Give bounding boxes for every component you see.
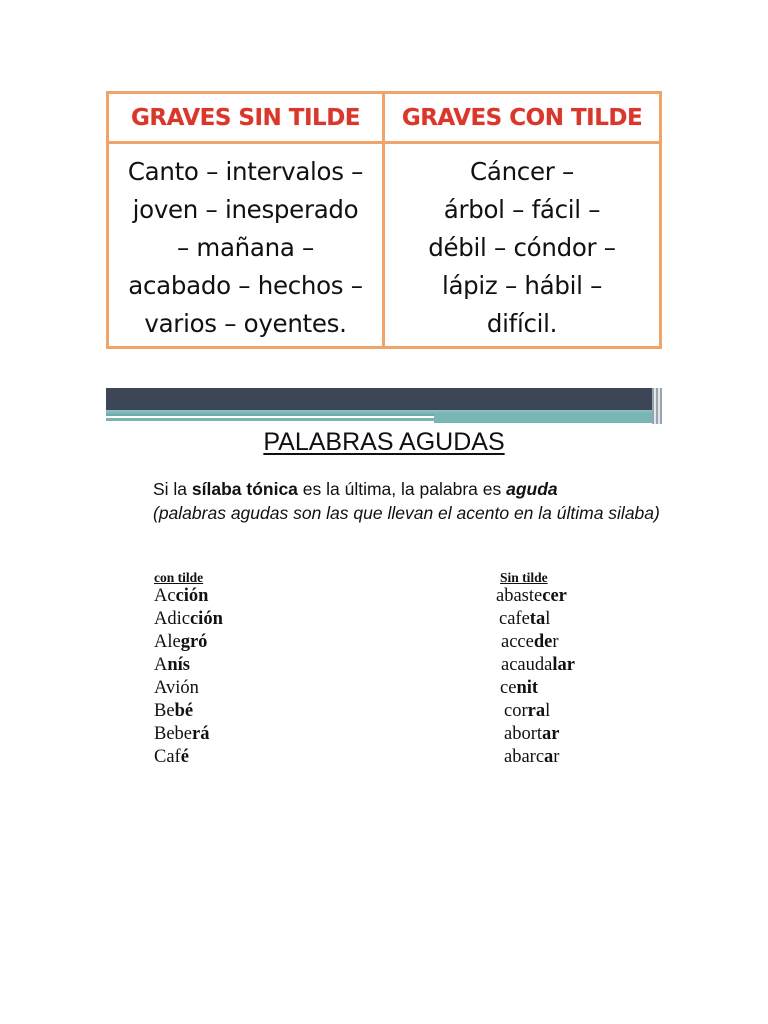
word-part: abarc: [504, 747, 545, 767]
graves-sin-tilde-cell: [109, 144, 385, 346]
sin-tilde-word: [496, 746, 575, 769]
sin-tilde-list: [496, 585, 575, 769]
word-part: ce: [500, 678, 517, 698]
con-tilde-word: [154, 631, 223, 654]
word-stressed-syllable: de: [533, 632, 553, 652]
word-part: Adic: [154, 609, 190, 629]
word-stressed-syllable: a: [544, 747, 554, 767]
word-stressed-syllable: nit: [516, 678, 539, 698]
con-tilde-word: [154, 585, 223, 608]
word-stressed-syllable: ar: [542, 724, 560, 744]
word-part: Bebe: [154, 724, 193, 744]
graves-con-tilde-header: GRAVES CON TILDE: [385, 94, 659, 144]
word-part: cor: [504, 701, 528, 721]
word-part: Avión: [154, 678, 199, 698]
word-part: abaste: [496, 586, 543, 606]
sin-tilde-word: [496, 585, 575, 608]
graves-con-tilde-line: lápiz – hábil –: [441, 271, 603, 300]
word-part: l: [545, 609, 551, 629]
con-tilde-word: [154, 654, 223, 677]
graves-table: [106, 91, 662, 349]
word-part: acce: [501, 632, 534, 652]
bar-end-cap: [652, 388, 662, 424]
word-part: acauda: [501, 655, 553, 675]
graves-sin-tilde-line: – mañana –: [176, 233, 315, 262]
word-part: Caf: [154, 747, 181, 767]
word-part: abort: [504, 724, 543, 744]
con-tilde-word: [154, 700, 223, 723]
word-stressed-syllable: bé: [174, 701, 194, 721]
con-tilde-word: [154, 608, 223, 631]
word-part: Ac: [154, 586, 176, 606]
word-stressed-syllable: ra: [527, 701, 546, 721]
word-part: r: [553, 747, 560, 767]
intro-text: Si la: [153, 479, 192, 499]
word-stressed-syllable: gró: [180, 632, 208, 652]
graves-con-tilde-line: árbol – fácil –: [443, 195, 601, 224]
graves-con-tilde-line: Cáncer –: [470, 157, 574, 186]
word-stressed-syllable: ción: [189, 609, 223, 629]
sin-tilde-word: [496, 700, 575, 723]
sin-tilde-word: [496, 608, 575, 631]
graves-sin-tilde-line: varios – oyentes.: [144, 309, 347, 338]
sin-tilde-header: Sin tilde: [500, 570, 548, 585]
sin-tilde-word: [496, 723, 575, 746]
word-stressed-syllable: ta: [529, 609, 546, 629]
word-stressed-syllable: rá: [192, 724, 210, 744]
graves-sin-tilde-line: joven – inesperado: [132, 195, 359, 224]
con-tilde-word: [154, 746, 223, 769]
word-part: Ale: [154, 632, 181, 652]
decorative-header-bar: [106, 388, 662, 428]
graves-con-tilde-line: débil – cóndor –: [428, 233, 616, 262]
word-stressed-syllable: ción: [175, 586, 209, 606]
intro-bold-term: sílaba tónica: [191, 479, 298, 499]
word-part: cafe: [499, 609, 530, 629]
intro-bold-italic-term: aguda: [506, 479, 558, 499]
word-part: l: [545, 701, 551, 721]
graves-sin-tilde-header: GRAVES SIN TILDE: [109, 94, 385, 144]
bar-dark-stripe: [106, 388, 656, 410]
sin-tilde-word: [496, 677, 575, 700]
graves-con-tilde-cell: [385, 144, 659, 346]
word-part: r: [552, 632, 559, 652]
intro-text: es la última, la palabra es: [297, 479, 507, 499]
graves-sin-tilde-line: Canto – intervalos –: [127, 157, 364, 186]
word-stressed-syllable: lar: [552, 655, 575, 675]
word-stressed-syllable: cer: [542, 586, 567, 606]
agudas-intro: [153, 477, 673, 525]
intro-note: (palabras agudas son las que llevan el acento en la última silaba): [153, 503, 660, 523]
bar-teal-accent: [434, 413, 656, 423]
sin-tilde-word: [496, 654, 575, 677]
graves-sin-tilde-line: acabado – hechos –: [128, 271, 363, 300]
word-stressed-syllable: nís: [167, 655, 191, 675]
word-part: Be: [154, 701, 175, 721]
con-tilde-list: [154, 585, 223, 769]
con-tilde-word: [154, 723, 223, 746]
con-tilde-word: [154, 677, 223, 700]
graves-con-tilde-line: difícil.: [486, 309, 558, 338]
agudas-title: PALABRAS AGUDAS: [263, 428, 505, 456]
sin-tilde-word: [496, 631, 575, 654]
con-tilde-header: con tilde: [154, 570, 204, 585]
word-stressed-syllable: é: [180, 747, 189, 767]
word-part: A: [154, 655, 168, 675]
